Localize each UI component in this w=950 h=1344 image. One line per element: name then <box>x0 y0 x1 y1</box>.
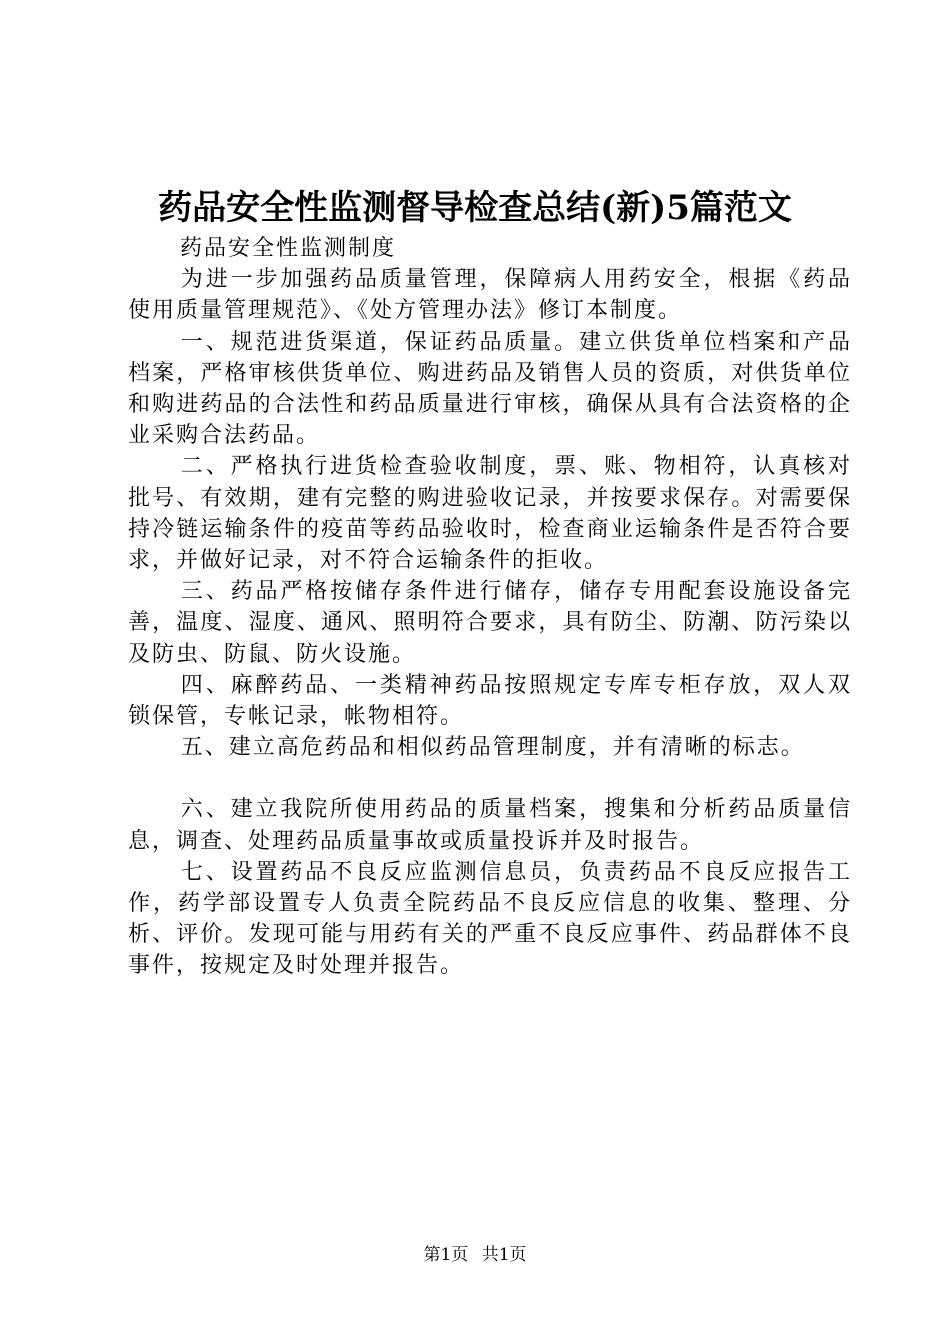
document-body <box>128 233 852 982</box>
paragraph-intro: 为进一步加强药品质量管理，保障病人用药安全，根据《药品使用质量管理规范》、《处方管理办法》修订本制度。 <box>128 267 852 324</box>
document-title: 药品安全性监测督导检查总结(新)5篇范文 <box>158 188 792 228</box>
paragraph-7: 七、设置药品不良反应监测信息员，负责药品不良反应报告工作，药学部设置专人负责全院药品不良反应信息的收集、整理、分析、评价。发现可能与用药有关的严重不良反应事件、药品群体不良事件，按规定及时处理并报告。 <box>128 859 852 979</box>
paragraph-5: 五、建立高危药品和相似药品管理制度，并有清晰的标志。 <box>180 735 805 761</box>
page-footer <box>0 1244 950 1266</box>
paragraph-6: 六、建立我院所使用药品的质量档案，搜集和分析药品质量信息，调查、处理药品质量事故或质量投诉并及时报告。 <box>128 797 852 854</box>
paragraph-2: 二、严格执行进货检查验收制度，票、账、物相符，认真核对批号、有效期，建有完整的购进验收记录，并按要求保存。对需要保持冷链运输条件的疫苗等药品验收时，检查商业运输条件是否符合要求，并做好记录，对不符合运输条件的拒收。 <box>128 454 852 574</box>
paragraph-1: 一、规范进货渠道，保证药品质量。建立供货单位档案和产品档案，严格审核供货单位、购进药品及销售人员的资质，对供货单位和购进药品的合法性和药品质量进行审核，确保从具有合法资格的企业采购合法药品。 <box>128 329 852 449</box>
page-total: 共1页 <box>481 1245 527 1265</box>
section-heading: 药品安全性监测制度 <box>180 236 397 261</box>
paragraph-4: 四、麻醉药品、一类精神药品按照规定专库专柜存放，双人双锁保管，专帐记录，帐物相符。 <box>128 672 852 730</box>
paragraph-3: 三、药品严格按储存条件进行储存，储存专用配套设施设备完善，温度、湿度、通风、照明符合要求，具有防尘、防潮、防污染以及防虫、防鼠、防火设施。 <box>128 579 852 667</box>
page-number: 第1页 <box>423 1245 469 1265</box>
